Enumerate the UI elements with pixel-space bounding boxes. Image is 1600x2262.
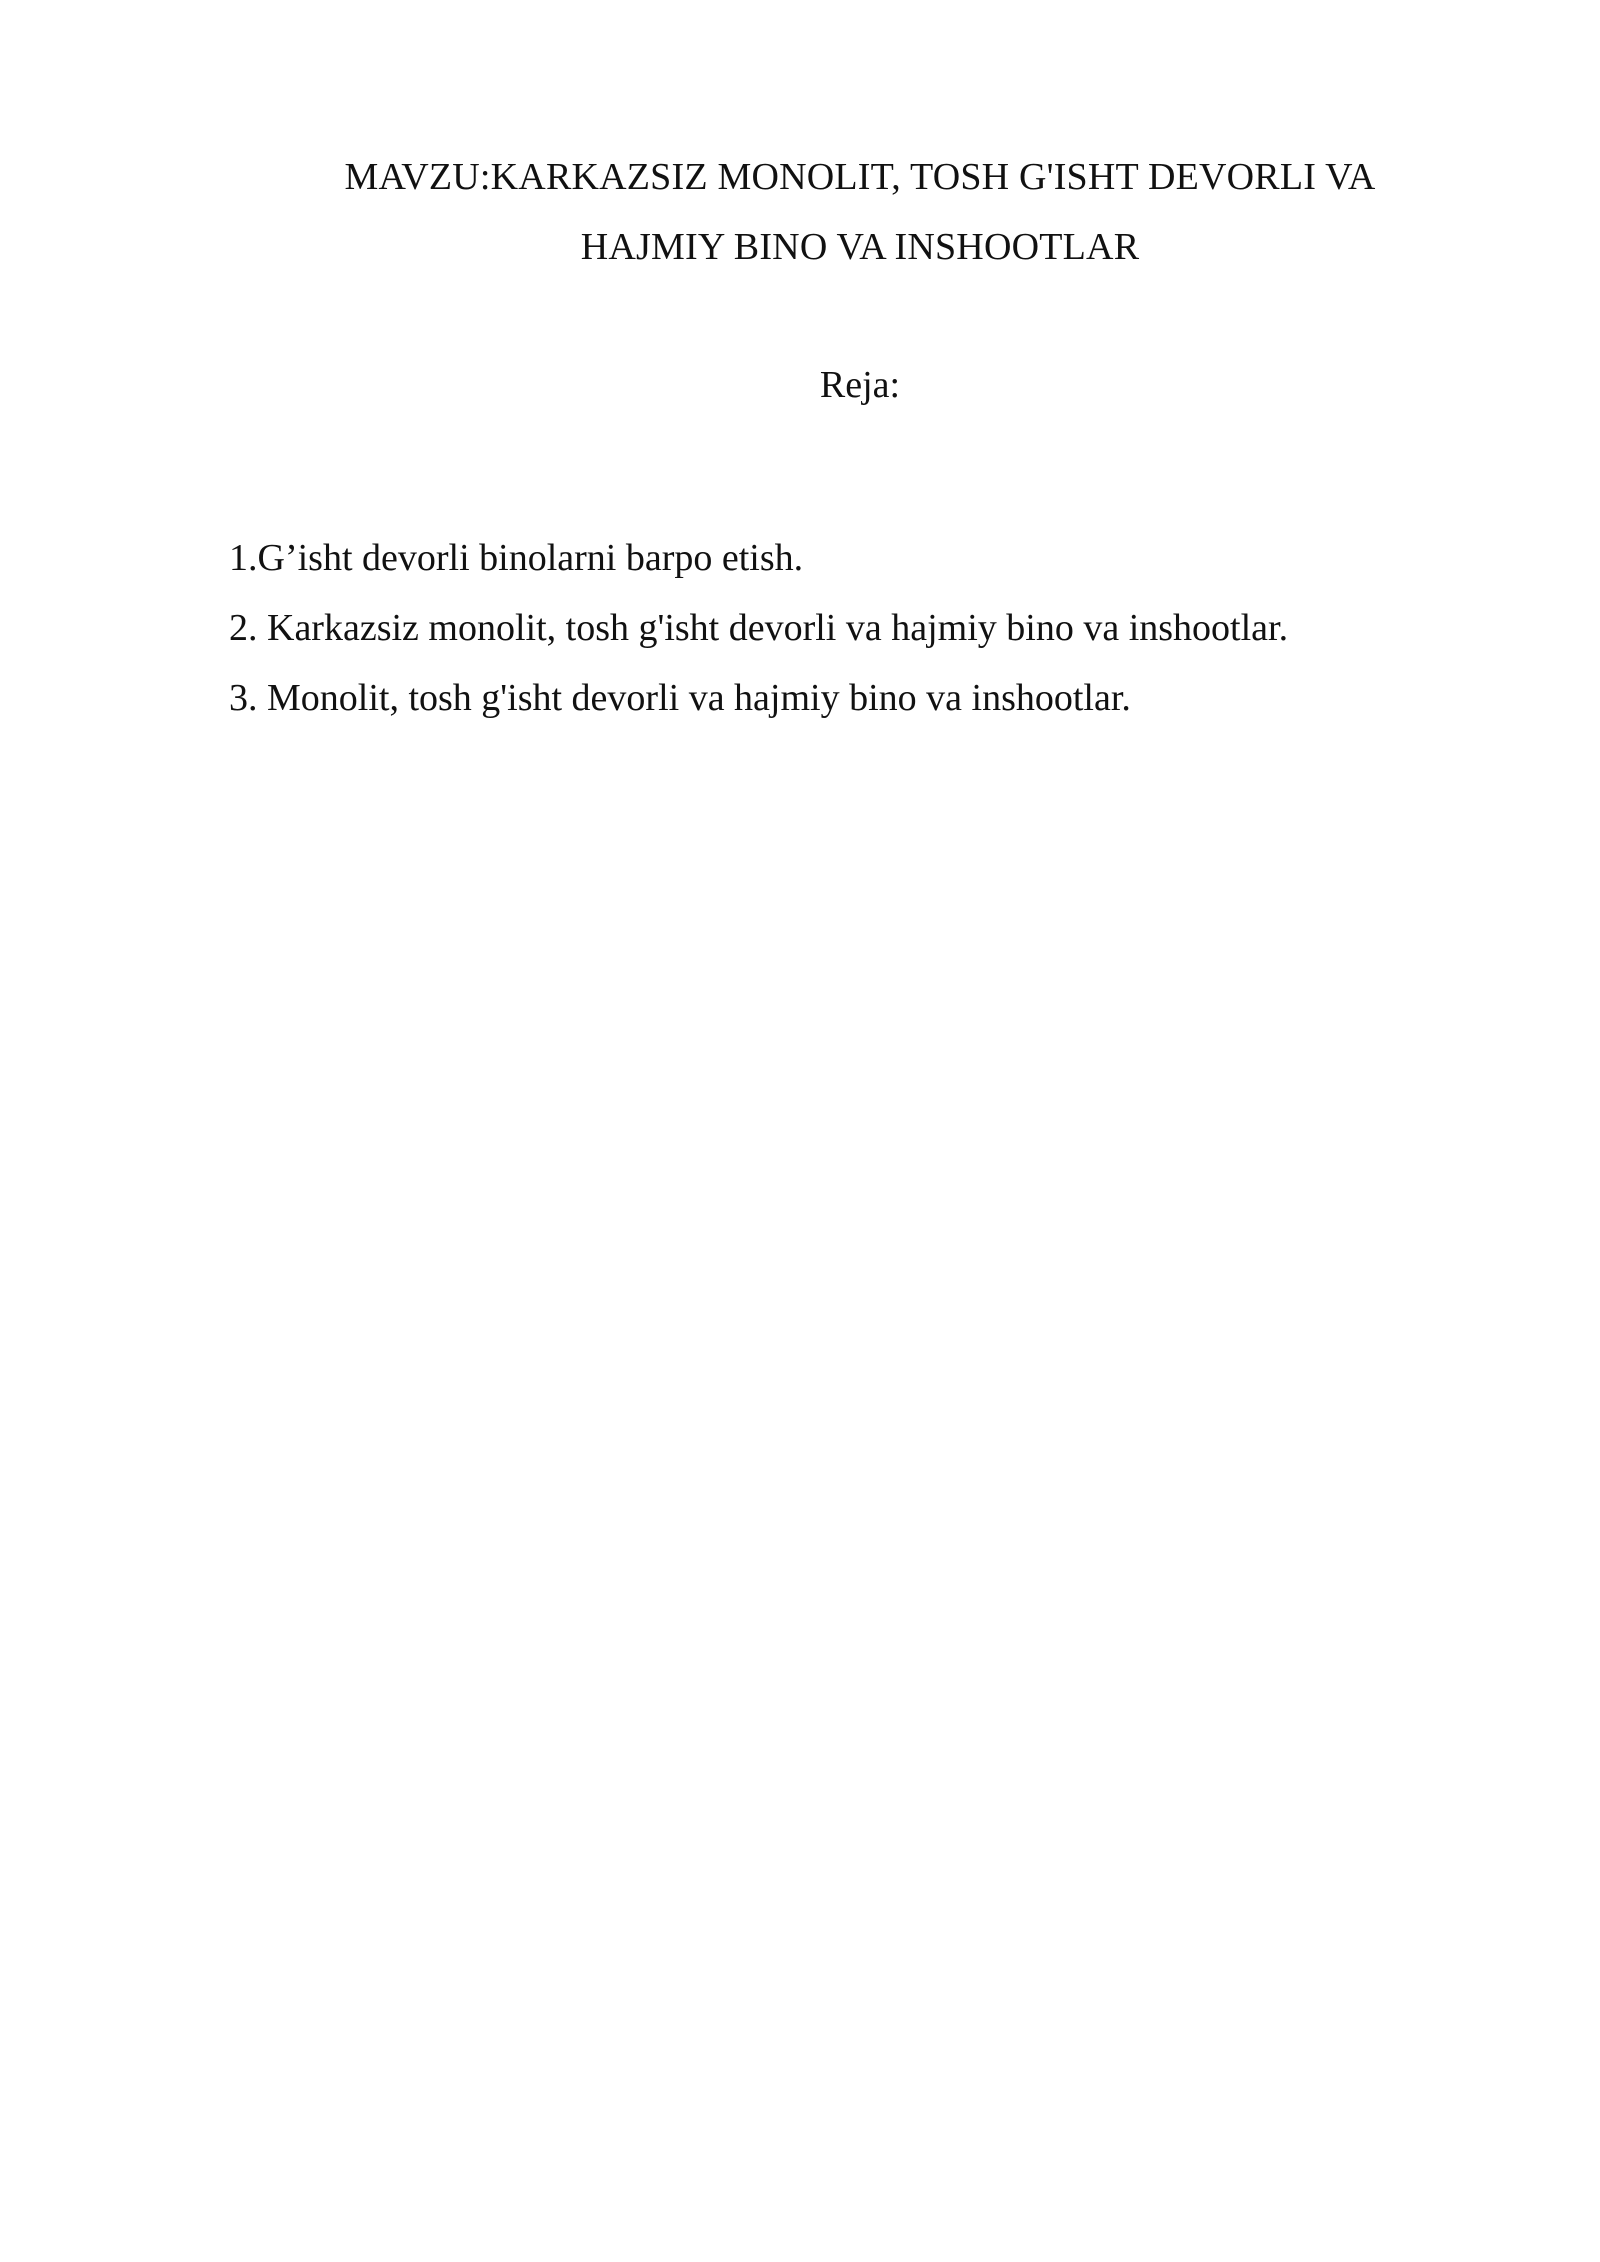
document-title bbox=[230, 142, 1490, 282]
plan-list bbox=[229, 523, 1429, 733]
title-line-1: MAVZU:KARKAZSIZ MONOLIT, TOSH G'ISHT DEVORLI VA bbox=[344, 156, 1376, 198]
plan-item-2: 2. Karkazsiz monolit, tosh g'isht devorli va hajmiy bino va inshootlar. bbox=[229, 607, 1289, 649]
plan-item-1: 1.G’isht devorli binolarni barpo etish. bbox=[229, 537, 804, 579]
plan-item-3: 3. Monolit, tosh g'isht devorli va hajmiy bino va inshootlar. bbox=[229, 677, 1131, 719]
plan-heading: Reja: bbox=[819, 364, 901, 406]
title-line-2: HAJMIY BINO VA INSHOOTLAR bbox=[580, 226, 1140, 268]
